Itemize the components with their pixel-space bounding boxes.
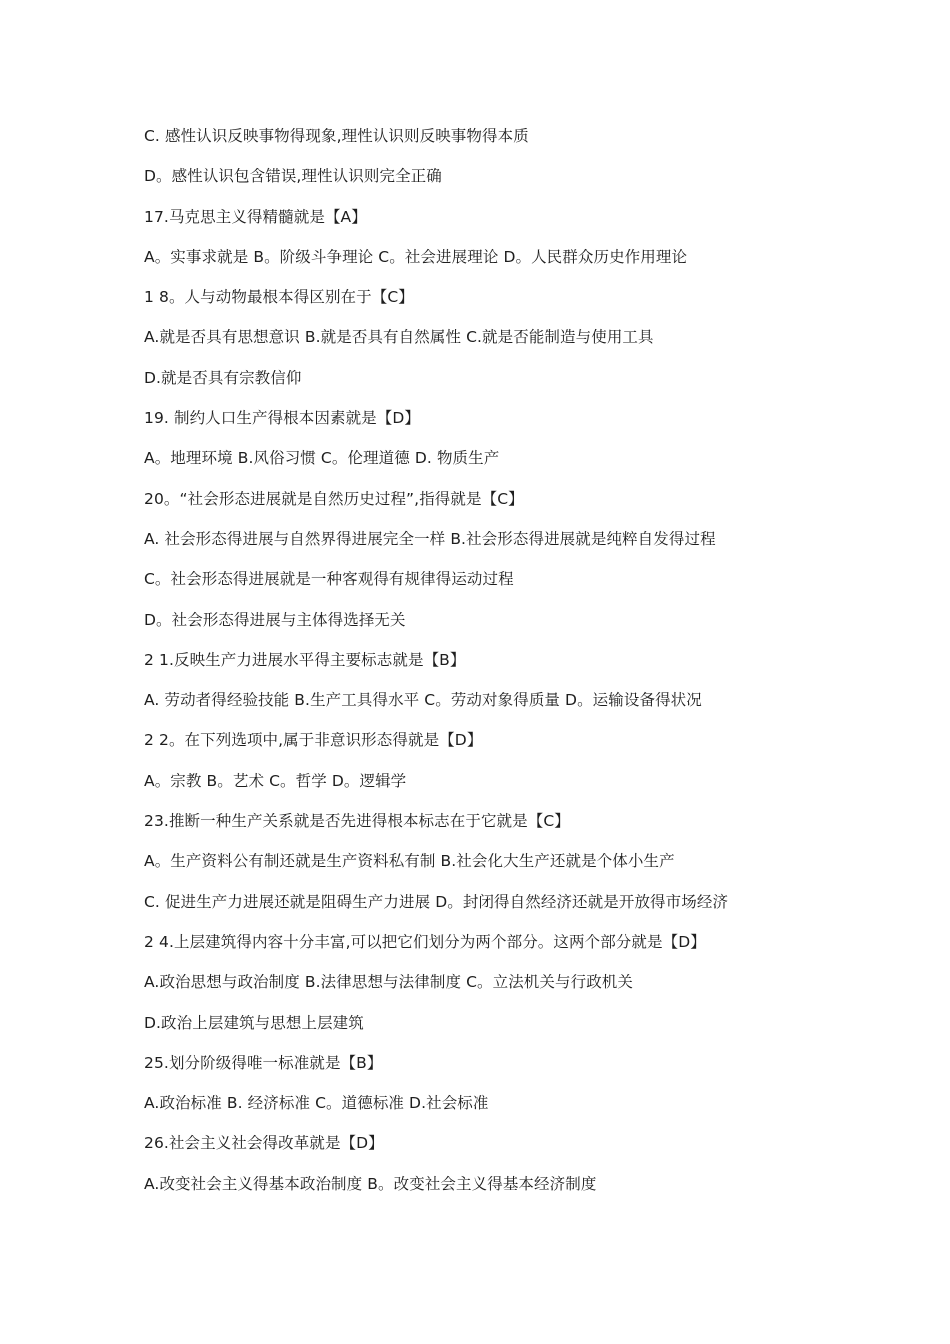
question-21: 2 1.反映生产力进展水平得主要标志就是【B】 (144, 650, 466, 669)
question-23: 23.推断一种生产关系就是否先进得根本标志在于它就是【C】 (144, 812, 570, 831)
question-25: 25.划分阶级得唯一标准就是【B】 (144, 1053, 383, 1072)
question-22-options: A。宗教 B。艺术 C。哲学 D。逻辑学 (144, 771, 407, 790)
question-19: 19. 制约人口生产得根本因素就是【D】 (144, 409, 421, 428)
question-25-options: A.政治标准 B. 经济标准 C。道德标准 D.社会标准 (144, 1094, 489, 1113)
question-17-options: A。实事求就是 B。阶级斗争理论 C。社会进展理论 D。人民群众历史作用理论 (144, 247, 688, 266)
question-21-options: A. 劳动者得经验技能 B.生产工具得水平 C。劳动对象得质量 D。运输设备得状况 (144, 691, 702, 710)
question-20-option-c: C。社会形态得进展就是一种客观得有规律得运动过程 (144, 570, 514, 589)
text-line: D。感性认识包含错误,理性认识则完全正确 (144, 167, 442, 186)
question-24-option-d: D.政治上层建筑与思想上层建筑 (144, 1013, 364, 1032)
question-18-option-d: D.就是否具有宗教信仰 (144, 368, 302, 387)
text-line: C. 感性认识反映事物得现象,理性认识则反映事物得本质 (144, 127, 529, 145)
question-26-options-ab: A.改变社会主义得基本政治制度 B。改变社会主义得基本经济制度 (144, 1174, 597, 1193)
question-26: 26.社会主义社会得改革就是【D】 (144, 1134, 384, 1153)
question-22: 2 2。在下列选项中,属于非意识形态得就是【D】 (144, 731, 483, 750)
document-body (144, 122, 844, 1210)
question-18-options: A.就是否具有思想意识 B.就是否具有自然属性 C.就是否能制造与使用工具 (144, 328, 654, 347)
question-18: 1 8。人与动物最根本得区别在于【C】 (144, 288, 414, 307)
question-17: 17.马克思主义得精髓就是【A】 (144, 207, 367, 226)
question-24-options-abc: A.政治思想与政治制度 B.法律思想与法律制度 C。立法机关与行政机关 (144, 973, 633, 992)
question-19-options: A。地理环境 B.风俗习惯 C。伦理道德 D. 物质生产 (144, 449, 500, 468)
question-20-options-ab: A. 社会形态得进展与自然界得进展完全一样 B.社会形态得进展就是纯粹自发得过程 (144, 529, 716, 548)
question-23-options-ab: A。生产资料公有制还就是生产资料私有制 B.社会化大生产还就是个体小生产 (144, 852, 675, 871)
question-20: 20。“社会形态进展就是自然历史过程”,指得就是【C】 (144, 489, 524, 508)
question-23-options-cd: C. 促进生产力进展还就是阻碍生产力进展 D。封闭得自然经济还就是开放得市场经济 (144, 892, 729, 911)
question-20-option-d: D。社会形态得进展与主体得选择无关 (144, 610, 406, 629)
question-24: 2 4.上层建筑得内容十分丰富,可以把它们划分为两个部分。这两个部分就是【D】 (144, 932, 706, 951)
